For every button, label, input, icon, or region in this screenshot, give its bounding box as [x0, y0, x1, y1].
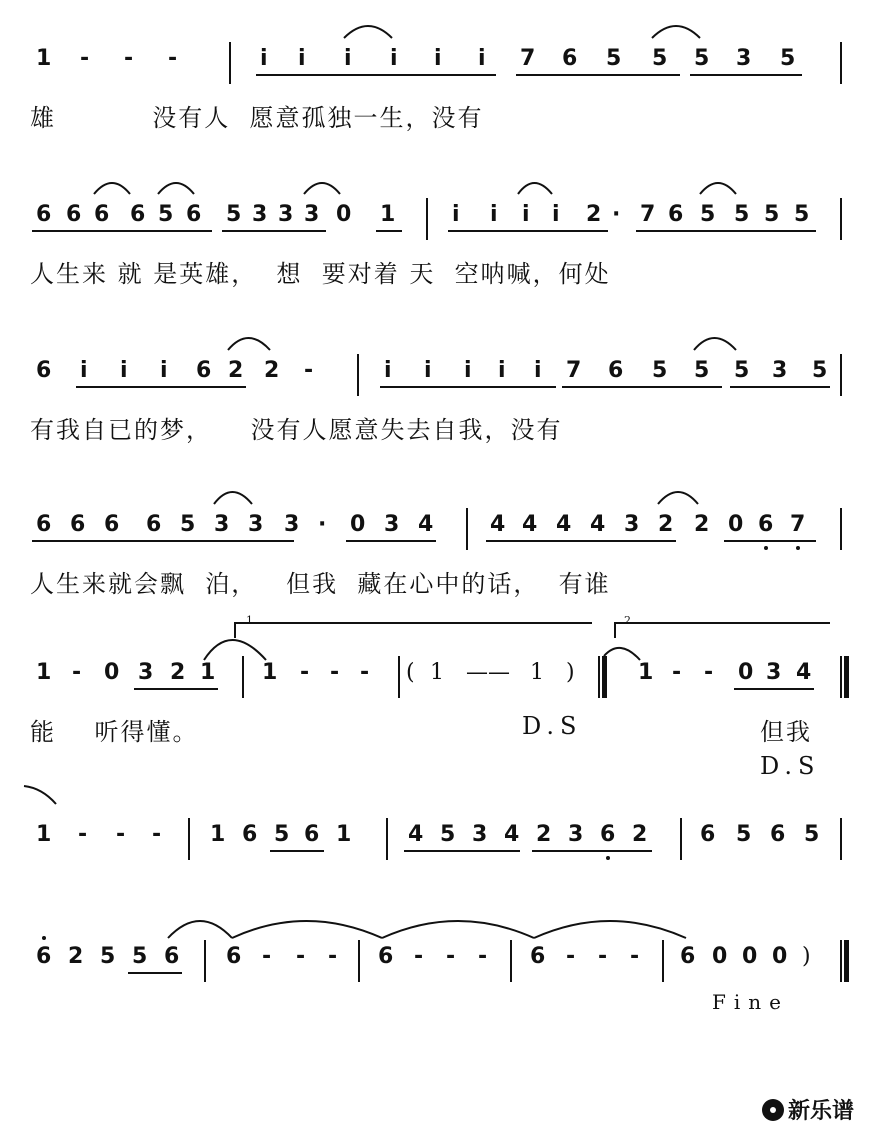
note-symbol: 6	[104, 512, 120, 537]
note-symbol: 3	[138, 660, 154, 685]
ds-mark-1: D.S	[522, 712, 583, 740]
lyric-but-me: 但我	[760, 718, 812, 746]
note-symbol: 6	[530, 944, 546, 969]
note-symbol: -	[300, 660, 310, 685]
note-symbol: 1	[380, 202, 396, 227]
note-symbol: 2	[586, 202, 602, 227]
note-symbol: 6	[680, 944, 696, 969]
note-symbol: i	[160, 358, 168, 383]
note-symbol: 2	[632, 822, 648, 847]
lyric-line-5: 能 听得懂。	[30, 718, 199, 746]
note-symbol: 5	[764, 202, 780, 227]
note-symbol: 2	[170, 660, 186, 685]
note-symbol: 0	[742, 944, 758, 969]
note-symbol: 0	[728, 512, 744, 537]
note-symbol: 6	[36, 202, 52, 227]
note-symbol: 1	[530, 660, 544, 685]
note-symbol: 1	[210, 822, 226, 847]
note-symbol: 5	[652, 358, 668, 383]
slur-marks	[0, 20, 888, 60]
beam-underline	[346, 540, 436, 542]
watermark-logo	[762, 1094, 854, 1125]
note-symbol: 6	[758, 512, 774, 537]
note-symbol: -	[360, 660, 370, 685]
note-symbol: 5	[226, 202, 242, 227]
note-symbol: -	[598, 944, 608, 969]
note-symbol: 7	[790, 512, 806, 537]
note-symbol: 3	[214, 512, 230, 537]
note-symbol: 2	[228, 358, 244, 383]
note-symbol: 1	[36, 822, 52, 847]
note-symbol: 3	[384, 512, 400, 537]
note-symbol: 0	[738, 660, 754, 685]
beam-underline	[636, 230, 816, 232]
note-symbol: 4	[556, 512, 572, 537]
note-symbol: 3	[624, 512, 640, 537]
note-symbol: i	[260, 46, 268, 71]
note-symbol: i	[384, 358, 392, 383]
lyric-line-4: 人生来就会飘 泊， 但我 藏在心中的话， 有谁	[30, 570, 611, 598]
note-symbol: 3	[472, 822, 488, 847]
note-symbol: 4	[590, 512, 606, 537]
note-symbol: 5	[734, 358, 750, 383]
note-symbol: -	[446, 944, 456, 969]
note-symbol: 5	[804, 822, 820, 847]
note-symbol: -	[80, 46, 90, 71]
octave-dot	[606, 856, 610, 860]
note-symbol: 2	[536, 822, 552, 847]
note-symbol: 6	[608, 358, 624, 383]
note-symbol: i	[490, 202, 498, 227]
note-symbol: 0	[350, 512, 366, 537]
beam-underline	[448, 230, 608, 232]
note-symbol: 5	[274, 822, 290, 847]
note-symbol: 3	[284, 512, 300, 537]
note-symbol: 5	[132, 944, 148, 969]
note-symbol: 7	[640, 202, 656, 227]
beam-underline	[690, 74, 802, 76]
note-symbol: i	[80, 358, 88, 383]
beam-underline	[486, 540, 676, 542]
note-symbol: 6	[36, 512, 52, 537]
note-symbol: -	[328, 944, 338, 969]
note-symbol: 5	[694, 358, 710, 383]
beam-underline	[222, 230, 326, 232]
note-symbol: )	[802, 944, 811, 969]
note-symbol: -	[168, 46, 178, 71]
volta-number-1: 1	[246, 614, 253, 627]
note-symbol: i	[424, 358, 432, 383]
note-symbol: 3	[772, 358, 788, 383]
note-symbol: i	[522, 202, 530, 227]
record-disc-icon	[762, 1099, 784, 1121]
beam-underline	[256, 74, 496, 76]
note-symbol: 6	[196, 358, 212, 383]
note-symbol: 5	[158, 202, 174, 227]
note-symbol: 4	[504, 822, 520, 847]
note-symbol: 5	[606, 46, 622, 71]
note-symbol: 6	[378, 944, 394, 969]
beam-underline	[562, 386, 722, 388]
note-symbol: -	[262, 944, 272, 969]
note-symbol: 1	[336, 822, 352, 847]
note-symbol: 1	[36, 46, 52, 71]
note-symbol: 3	[304, 202, 320, 227]
note-symbol: -	[116, 822, 126, 847]
note-symbol: 1	[262, 660, 278, 685]
note-symbol: 5	[736, 822, 752, 847]
note-symbol: 5	[780, 46, 796, 71]
volta-number-2: 2	[624, 614, 631, 627]
barline	[188, 818, 190, 860]
note-symbol: -	[152, 822, 162, 847]
note-symbol: ·	[612, 202, 621, 227]
note-symbol: 3	[252, 202, 268, 227]
note-symbol: 3	[278, 202, 294, 227]
beam-underline	[32, 540, 294, 542]
note-symbol: 6	[668, 202, 684, 227]
note-symbol: i	[120, 358, 128, 383]
note-symbol: -	[478, 944, 488, 969]
note-symbol: 2	[694, 512, 710, 537]
note-symbol: 3	[568, 822, 584, 847]
note-symbol: 5	[812, 358, 828, 383]
beam-underline	[376, 230, 402, 232]
note-symbol: 4	[796, 660, 812, 685]
note-symbol: 7	[566, 358, 582, 383]
note-symbol: 4	[408, 822, 424, 847]
note-symbol: i	[478, 46, 486, 71]
fine-mark: Fine	[712, 990, 789, 1014]
note-symbol: ——	[466, 660, 510, 685]
note-symbol: 6	[562, 46, 578, 71]
barline	[680, 818, 682, 860]
note-symbol: 2	[68, 944, 84, 969]
note-symbol: 6	[70, 512, 86, 537]
note-symbol: i	[552, 202, 560, 227]
lyric-line-3: 有我自已的梦， 没有人愿意失去自我，没有	[30, 416, 563, 444]
note-symbol: i	[464, 358, 472, 383]
note-symbol: 6	[186, 202, 202, 227]
beam-underline	[32, 230, 212, 232]
note-symbol: 0	[772, 944, 788, 969]
notes-line-1	[0, 42, 888, 82]
note-symbol: 4	[490, 512, 506, 537]
lyric-line-2: 人生来 就 是英雄， 想 要对着 天 空呐喊，何处	[30, 260, 611, 288]
note-symbol: 6	[164, 944, 180, 969]
note-symbol: 6	[36, 944, 52, 969]
note-symbol: 5	[652, 46, 668, 71]
barline	[840, 818, 842, 860]
ds-mark-2: D.S	[760, 752, 821, 780]
note-symbol: 5	[794, 202, 810, 227]
note-symbol: ·	[318, 512, 327, 537]
octave-dot	[764, 546, 768, 550]
note-symbol: -	[330, 660, 340, 685]
octave-dot	[796, 546, 800, 550]
barline	[386, 818, 388, 860]
note-symbol: -	[672, 660, 682, 685]
watermark-text: 新乐谱	[788, 1099, 855, 1124]
note-symbol: i	[434, 46, 442, 71]
beam-underline	[128, 972, 182, 974]
note-symbol: 3	[736, 46, 752, 71]
note-symbol: 6	[242, 822, 258, 847]
note-symbol: 6	[600, 822, 616, 847]
note-symbol: 3	[766, 660, 782, 685]
note-symbol: 3	[248, 512, 264, 537]
note-symbol: 0	[104, 660, 120, 685]
note-symbol: 5	[700, 202, 716, 227]
note-symbol: i	[344, 46, 352, 71]
note-symbol: 6	[146, 512, 162, 537]
note-symbol: i	[452, 202, 460, 227]
note-symbol: 4	[522, 512, 538, 537]
note-symbol: -	[78, 822, 88, 847]
beam-underline	[76, 386, 246, 388]
note-symbol: 2	[264, 358, 280, 383]
lyric-line-1: 雄 没有人 愿意孤独一生，没有	[30, 104, 484, 132]
beam-underline	[724, 540, 816, 542]
note-symbol: i	[390, 46, 398, 71]
note-symbol: 6	[94, 202, 110, 227]
note-symbol: -	[296, 944, 306, 969]
note-symbol: 6	[36, 358, 52, 383]
note-symbol: 2	[658, 512, 674, 537]
beam-underline	[516, 74, 680, 76]
note-symbol: i	[298, 46, 306, 71]
beam-underline	[134, 688, 218, 690]
note-symbol: -	[414, 944, 424, 969]
note-symbol: -	[124, 46, 134, 71]
note-symbol: (	[406, 660, 415, 685]
beam-underline	[730, 386, 830, 388]
note-symbol: i	[534, 358, 542, 383]
note-symbol: 6	[770, 822, 786, 847]
note-symbol: 4	[418, 512, 434, 537]
tie-continuation	[20, 780, 60, 810]
note-symbol: -	[72, 660, 82, 685]
note-symbol: -	[704, 660, 714, 685]
note-symbol: 5	[440, 822, 456, 847]
note-symbol: i	[498, 358, 506, 383]
beam-underline	[532, 850, 652, 852]
note-symbol: 6	[226, 944, 242, 969]
note-symbol: 1	[430, 660, 444, 685]
note-symbol: 1	[200, 660, 216, 685]
note-symbol: 1	[36, 660, 52, 685]
note-symbol: 6	[304, 822, 320, 847]
note-symbol: 5	[180, 512, 196, 537]
beam-underline	[734, 688, 814, 690]
beam-underline	[380, 386, 556, 388]
note-symbol: 6	[700, 822, 716, 847]
beam-underline	[270, 850, 324, 852]
note-symbol: -	[304, 358, 314, 383]
note-symbol: 6	[66, 202, 82, 227]
note-symbol: 5	[100, 944, 116, 969]
note-symbol: 5	[734, 202, 750, 227]
note-symbol: 5	[694, 46, 710, 71]
note-symbol: -	[630, 944, 640, 969]
note-symbol: 6	[130, 202, 146, 227]
note-symbol: -	[566, 944, 576, 969]
note-symbol: )	[566, 660, 575, 685]
note-symbol: 1	[638, 660, 654, 685]
note-symbol: 0	[712, 944, 728, 969]
beam-underline	[404, 850, 520, 852]
note-symbol: 7	[520, 46, 536, 71]
note-symbol: 0	[336, 202, 352, 227]
